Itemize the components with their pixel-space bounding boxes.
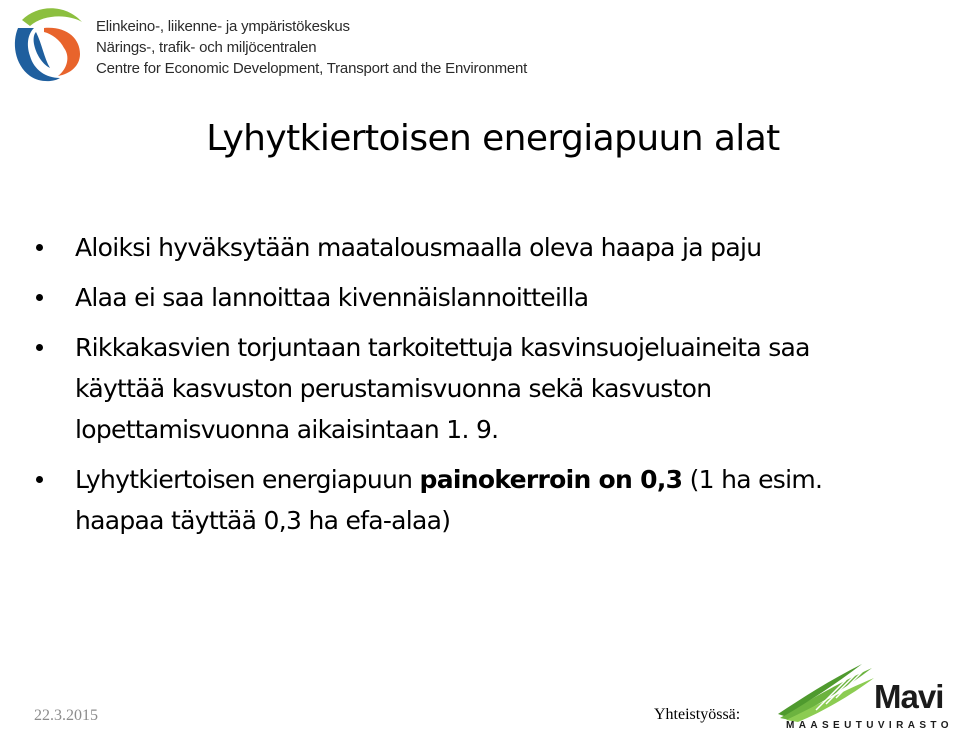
mavi-swoosh-icon [776, 662, 886, 722]
bullet-dot-icon [36, 294, 43, 301]
org-name-en: Centre for Economic Development, Transport and the Environment [96, 60, 528, 77]
bullet-text-bold: painokerroin on 0,3 [419, 465, 683, 494]
bullet-text-post: (1 ha esim. [682, 465, 823, 494]
ely-logo-icon [8, 2, 86, 84]
bullet-text-line: lopettamisvuonna aikaisintaan 1. 9. [75, 415, 499, 444]
bullet-item [36, 277, 951, 318]
org-name-fi: Elinkeino-, liikenne- ja ympäristökeskus [96, 18, 350, 35]
bullet-item [36, 227, 951, 268]
bullet-text-line: Rikkakasvien torjuntaan tarkoitettuja kasvinsuojeluaineita saa [75, 333, 810, 362]
mavi-wordmark: Mavi [874, 678, 944, 715]
bullet-text-line: haapaa täyttää 0,3 ha efa-alaa) [75, 506, 451, 535]
bullet-item [36, 327, 951, 450]
org-name-sv: Närings-, trafik- och miljöcentralen [96, 39, 317, 56]
bullet-list [36, 227, 951, 550]
footer-collab-label: Yhteistyössä: [654, 706, 741, 723]
mavi-logo [776, 662, 956, 736]
header [8, 2, 568, 86]
bullet-text-pre: Lyhytkiertoisen energiapuun [75, 465, 420, 494]
org-name-lines [96, 16, 527, 79]
bullet-text-line: käyttää kasvuston perustamisvuonna sekä kasvuston [75, 374, 712, 403]
bullet-dot-icon [36, 244, 43, 251]
mavi-subtitle: MAASEUTUVIRASTO [786, 720, 953, 731]
bullet-text-line [75, 459, 951, 500]
bullet-dot-icon [36, 344, 43, 351]
bullet-item [36, 459, 951, 541]
bullet-text: Aloiksi hyväksytään maatalousmaalla oleva haapa ja paju [75, 233, 762, 262]
bullet-dot-icon [36, 476, 43, 483]
bullet-text: Alaa ei saa lannoittaa kivennäislannoitteilla [75, 283, 589, 312]
footer-date: 22.3.2015 [34, 707, 98, 724]
slide-title: Lyhytkiertoisen energiapuun alat [206, 118, 780, 159]
